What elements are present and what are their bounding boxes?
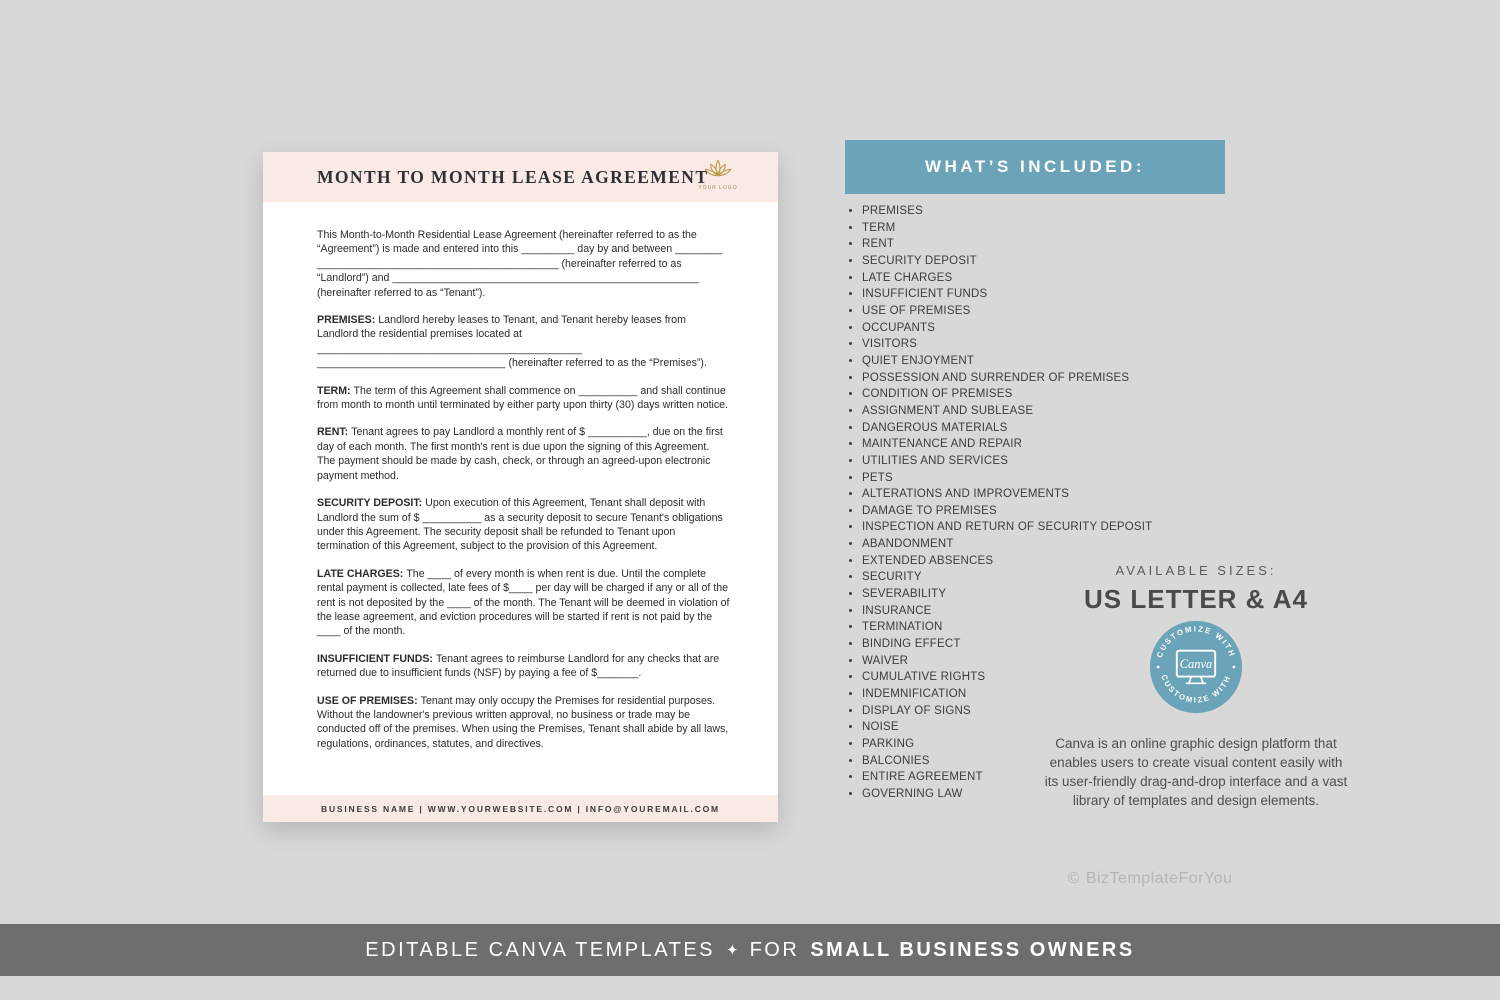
document-footer-text: BUSINESS NAME | WWW.YOURWEBSITE.COM | INFO@YOUREMAIL.COM <box>321 803 720 814</box>
list-item: • PARKING <box>862 736 1265 753</box>
whats-included-header: WHAT’S INCLUDED: <box>845 140 1225 194</box>
list-item: • VISITORS <box>862 336 1265 353</box>
list-item: • OCCUPANTS <box>862 320 1265 337</box>
canva-description: Canva is an online graphic design platform that enables users to create visual content easily with its user-friendly drag-and-drop interface and a vast library of templates and design elements. <box>1044 736 1348 808</box>
list-item: • PREMISES <box>862 203 1265 220</box>
document-title: MONTH TO MONTH LEASE AGREEMENT <box>317 166 709 187</box>
list-item: • RENT <box>862 236 1265 253</box>
list-item: • INSURANCE <box>862 603 1265 620</box>
list-item: • TERMINATION <box>862 619 1265 636</box>
list-item: • ASSIGNMENT AND SUBLEASE <box>862 403 1265 420</box>
list-item: • CUMULATIVE RIGHTS <box>862 669 1265 686</box>
late-charges-paragraph: LATE CHARGES: The ____ of every month is when rent is due. Until the complete rental payment is collected, late fees of $____ per day will be charged if any or all of the rent is not deposited by the ____ of the month. The Tenant will be deemed in violation of the lease agreement, and eviction procedures will be started if rent is not paid by the ____ of the month. <box>317 567 730 638</box>
canva-wordmark: Canva <box>1179 656 1213 671</box>
document-body <box>317 228 730 764</box>
list-item: • SECURITY DEPOSIT <box>862 253 1265 270</box>
sparkle-icon: ✦ <box>726 942 739 959</box>
available-sizes <box>1046 563 1346 615</box>
bottom-banner <box>0 924 1500 976</box>
list-item: • BINDING EFFECT <box>862 636 1265 653</box>
list-item: • ALTERATIONS AND IMPROVEMENTS <box>862 486 1265 503</box>
list-item: • TERM <box>862 220 1265 237</box>
list-item: • ABANDONMENT <box>862 536 1265 553</box>
svg-text:CUSTOMIZE WITH: CUSTOMIZE WITH <box>1159 673 1233 705</box>
banner-text-for: FOR <box>749 938 800 961</box>
list-item: • PETS <box>862 470 1265 487</box>
canva-badge-icon <box>1148 619 1244 715</box>
security-deposit-paragraph: SECURITY DEPOSIT: Upon execution of this Agreement, Tenant shall deposit with Landlord the sum of $ __________ as a security deposit to secure Tenant's obligations under this Agreement. The security deposit shall be refunded to Tenant upon termination of this Agreement, subject to the provision of this Agreement. <box>317 497 723 553</box>
brand-credit <box>1000 870 1300 888</box>
list-item: • MAINTENANCE AND REPAIR <box>862 436 1265 453</box>
banner-text-bold: SMALL BUSINESS OWNERS <box>810 938 1135 961</box>
list-item: • NOISE <box>862 719 1265 736</box>
list-item: • BALCONIES <box>862 753 1265 770</box>
available-sizes-value: US LETTER & A4 <box>1084 584 1308 614</box>
intro-paragraph: This Month-to-Month Residential Lease Agreement (hereinafter referred to as the “Agreement”) is made and entered into this _________ day by and between ________ _________________________________________ (hereinafter referred to as “Landlord”) and ____________________________________________________ (hereinafter referred to as “Tenant”). <box>317 229 723 299</box>
list-item: • WAIVER <box>862 653 1265 670</box>
list-item: • DANGEROUS MATERIALS <box>862 420 1265 437</box>
logo-placeholder <box>694 157 742 191</box>
premises-paragraph: PREMISES: Landlord hereby leases to Tenant, and Tenant hereby leases from Landlord the residential premises located at _____________________________________________ ________________________________ (hereinafter referred to as the “Premises”). <box>317 314 707 370</box>
svg-text:CUSTOMIZE WITH: CUSTOMIZE WITH <box>1154 624 1238 659</box>
document-header-band <box>263 152 778 202</box>
list-item: • INSUFFICIENT FUNDS <box>862 286 1265 303</box>
list-item: • LATE CHARGES <box>862 270 1265 287</box>
copyright-icon: © <box>1067 870 1080 887</box>
lotus-logo-icon <box>701 157 735 179</box>
list-item: • DAMAGE TO PREMISES <box>862 503 1265 520</box>
list-item: • INSPECTION AND RETURN OF SECURITY DEPOSIT <box>862 519 1265 536</box>
term-paragraph: TERM: The term of this Agreement shall commence on __________ and shall continue from month to month until terminated by either party upon thirty (30) days written notice. <box>317 384 728 412</box>
customize-with-canva-badge <box>1148 619 1244 715</box>
list-item: • INDEMNIFICATION <box>862 686 1265 703</box>
list-item: • SECURITY <box>862 569 1265 586</box>
list-item: • GOVERNING LAW <box>862 786 1265 803</box>
list-item: • DISPLAY OF SIGNS <box>862 703 1265 720</box>
logo-label: YOUR LOGO <box>698 185 738 191</box>
list-item: • EXTENDED ABSENCES <box>862 553 1265 570</box>
list-item: • UTILITIES AND SERVICES <box>862 453 1265 470</box>
banner-text-regular: EDITABLE CANVA TEMPLATES <box>365 938 716 961</box>
list-item: • SEVERABILITY <box>862 586 1265 603</box>
insufficient-funds-paragraph: INSUFFICIENT FUNDS: Tenant agrees to reimburse Landlord for any checks that are returned due to insufficient funds (NSF) by paying a fee of $_______. <box>317 652 720 680</box>
available-sizes-label: AVAILABLE SIZES: <box>1115 563 1277 578</box>
document-footer-band <box>263 795 778 822</box>
list-item: • POSSESSION AND SURRENDER OF PREMISES <box>862 370 1265 387</box>
lease-document-preview <box>263 152 778 822</box>
rent-paragraph: RENT: Tenant agrees to pay Landlord a monthly rent of $ __________, due on the first day of each month. The first month's rent is due upon the signing of this Agreement. The payment should be made by cash, check, or through an agreed-upon electronic payment method. <box>317 426 723 482</box>
list-item: • CONDITION OF PREMISES <box>862 386 1265 403</box>
list-item: • QUIET ENJOYMENT <box>862 353 1265 370</box>
use-of-premises-paragraph: USE OF PREMISES: Tenant may only occupy the Premises for residential purposes. Without the landowner's previous written approval, no business or trade may be conducted off of the premises. When using the Premises, Tenant shall abide by all laws, regulations, ordinances, statutes, and directives. <box>317 694 729 750</box>
list-item: • ENTIRE AGREEMENT <box>862 769 1265 786</box>
list-item: • USE OF PREMISES <box>862 303 1265 320</box>
brand-credit-name: BizTemplateForYou <box>1085 870 1233 887</box>
